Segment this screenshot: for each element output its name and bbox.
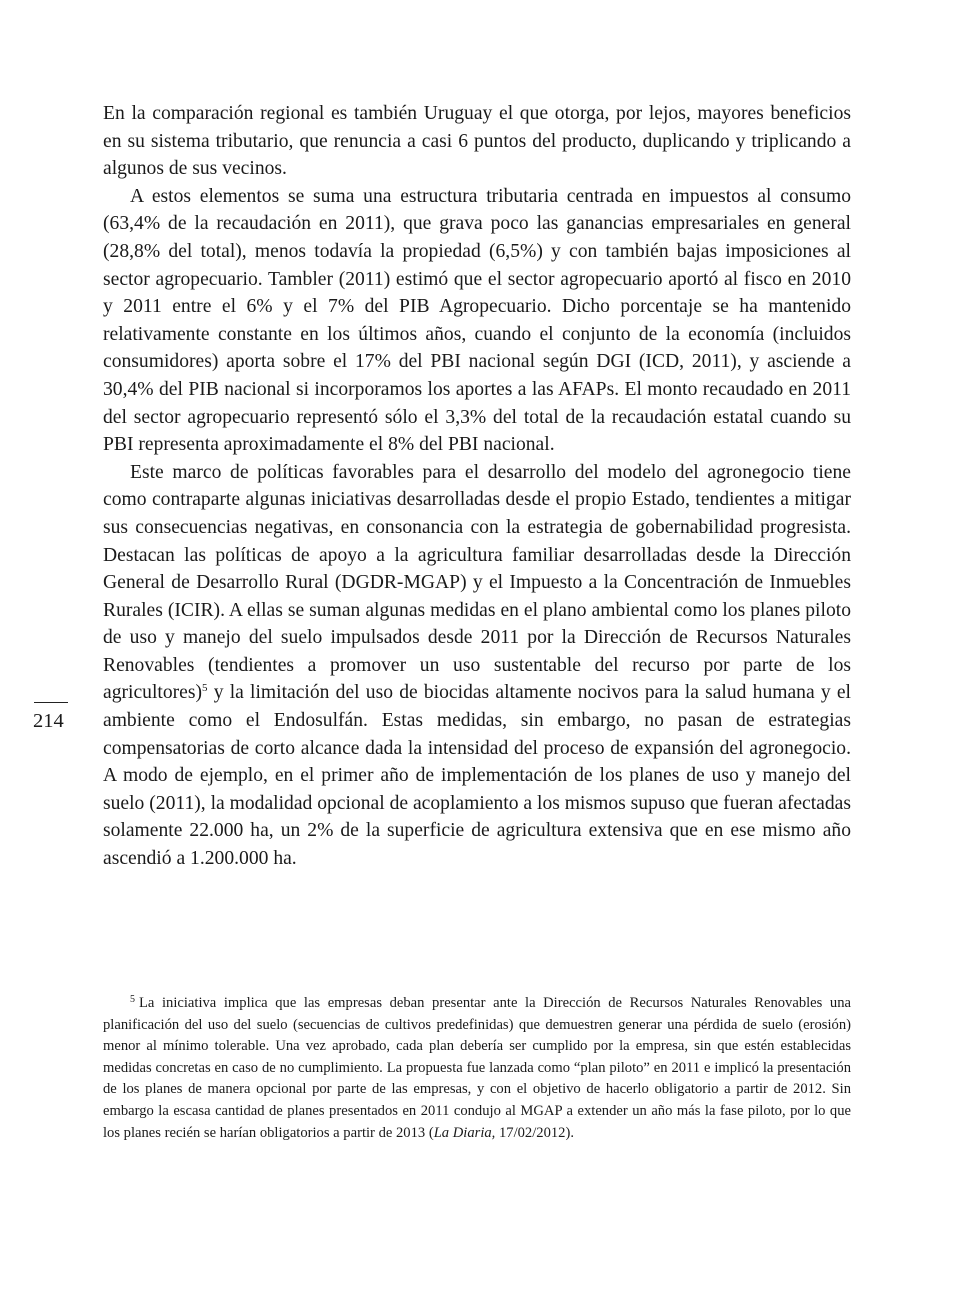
footnote-reference: 5	[202, 682, 208, 695]
footnote-source-date: 17/02/2012).	[495, 1124, 574, 1141]
page-number: 214	[33, 710, 64, 732]
footnote-source-title: La Diaria,	[433, 1124, 496, 1141]
paragraph-3-text-b: y la limitación del uso de biocidas altamente nocivos para la salud humana y el ambiente como el Endosulfán. Estas medidas, sin embargo, no pasan de estrategias compensatorias de corto alcance dada la intensidad del proceso de expansión del agronegocio. A modo de ejemplo, en el primer año de implementación de los planes de uso y manejo del suelo (2011), la modalidad opcional de acoplamiento a los mismos supuso que fueran afectadas solamente 22.000 ha, un 2% de la superficie de agricultura extensiva que en ese mismo año ascendió a 1.200.000 ha.	[103, 682, 851, 870]
paragraph-3	[103, 459, 851, 873]
paragraph-1: En la comparación regional es también Uruguay el que otorga, por lejos, mayores beneficios en su sistema tributario, que renuncia a casi 6 puntos del producto, duplicando y triplicando a algunos de sus vecinos.	[103, 103, 851, 180]
paragraph-2: A estos elementos se suma una estructura tributaria centrada en impuestos al consumo (63,4% de la recaudación en 2011), que grava poco las ganancias empresariales en general (28,8% del total), menos todavía la propiedad (6,5%) y con también bajas imposiciones al sector agropecuario. Tambler (2011) estimó que el sector agropecuario aportó al fisco en 2010 y 2011 entre el 6% y el 7% del PIB Agropecuario. Dicho porcentaje se ha mantenido relativamente constante en los últimos años, cuando el conjunto de la economía (incluidos consumidores) aporta sobre el 17% del PBI nacional según DGI (ICD, 2011), y asciende a 30,4% del PIB nacional si incorporamos los aportes a las AFAPs. El monto recaudado en 2011 del sector agropecuario representó sólo el 3,3% del total de la recaudación estatal cuando su PBI representa aproximadamente el 8% del PBI nacional.	[103, 185, 851, 456]
body-text	[103, 100, 851, 873]
footnote-text: La iniciativa implica que las empresas deban presentar ante la Dirección de Recursos Naturales Renovables una planificación del uso del suelo (secuencias de cultivos predefinidas) que demuestren generar una pérdida de suelo (erosión) menor al mínimo tolerable. Una vez aprobado, cada plan debería ser cumplido por la empresa, sin que estén establecidas medidas concretas en caso de no cumplimiento. La propuesta fue lanzada como “plan piloto” en 2011 e implicó la presentación de los planes de manera opcional por parte de las empresas, y con el objetivo de hacerlo obligatorio a partir de 2012. Sin embargo la escasa cantidad de planes presentados en 2011 condujo al MGAP a extender un año más la fase piloto, por lo que los planes recién se harían obligatorios a partir de 2013 (	[103, 995, 851, 1141]
page-number-rule	[34, 702, 68, 703]
footnote-marker: 5	[130, 994, 135, 1005]
paragraph-3-text-a: Este marco de políticas favorables para el desarrollo del modelo del agronegocio tiene como contraparte algunas iniciativas desarrolladas desde el propio Estado, tendientes a mitigar sus consecuencias negativas, en consonancia con la estrategia de gobernabilidad progresista. Destacan las políticas de apoyo a la agricultura familiar desarrolladas desde la Dirección General de Desarrollo Rural (DGDR-MGAP) y el Impuesto a la Concentración de Inmuebles Rurales (ICIR). A ellas se suman algunas medidas en el plano ambiental como los planes piloto de uso y manejo del suelo impulsados desde 2011 por la Dirección de Recursos Naturales Renovables (tendientes a promover un uso sustentable del recurso por parte de los agricultores)	[103, 461, 851, 704]
footnote	[103, 989, 851, 1144]
